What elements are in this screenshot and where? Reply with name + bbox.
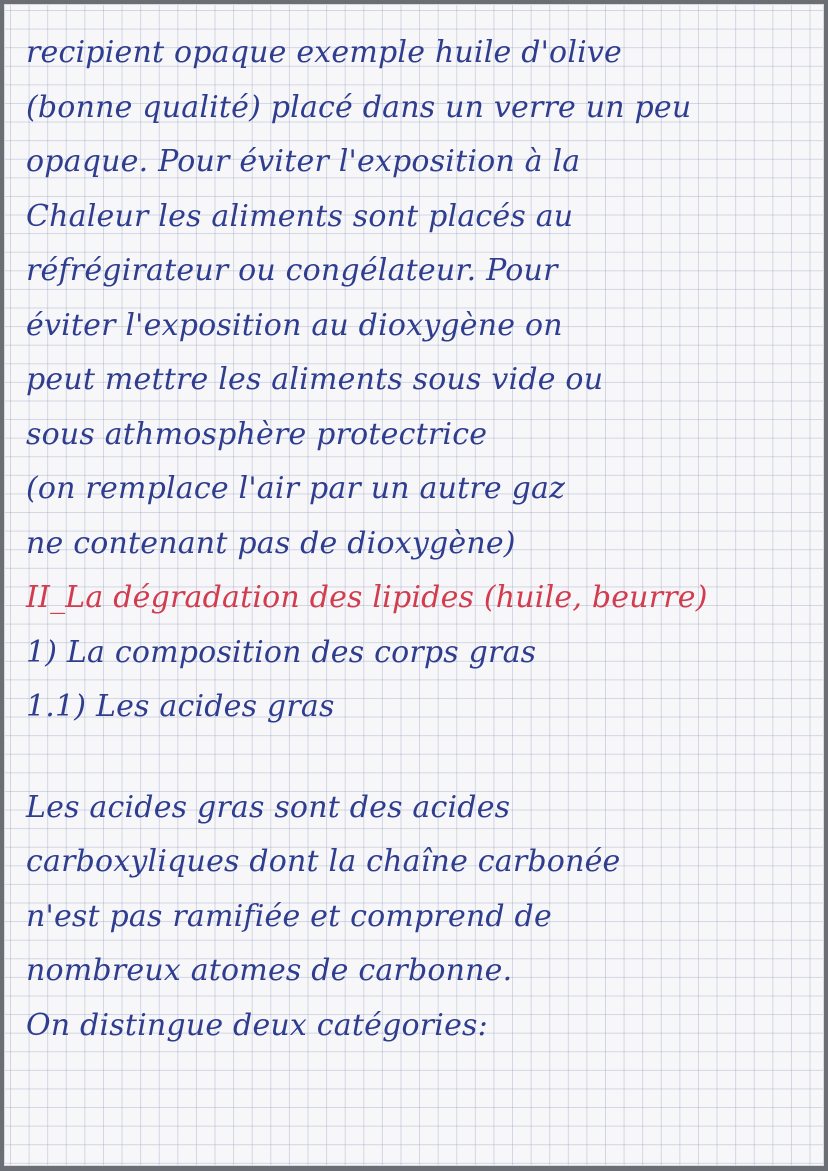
note-line: sous athmosphère protectrice	[26, 416, 488, 452]
note-line: ne contenant pas de dioxygène)	[26, 525, 516, 561]
note-line: Chaleur les aliments sont placés au	[26, 198, 574, 234]
note-line: recipient opaque exemple huile d'olive	[26, 35, 623, 70]
note-line: (bonne qualité) placé dans un verre un peu	[26, 89, 692, 125]
subheading: 1.1) Les acides gras	[26, 689, 335, 724]
paragraph-line: On distingue deux catégories:	[26, 1007, 488, 1043]
section-title: II_La dégradation des lipides (huile, beurre)	[26, 580, 708, 615]
subheading: 1) La composition des corps gras	[26, 634, 537, 670]
note-line: peut mettre les aliments sous vide ou	[26, 362, 604, 397]
notebook-page	[4, 4, 824, 1166]
paragraph-line: Les acides gras sont des acides	[26, 789, 511, 825]
note-line: réfrégirateur ou congélateur. Pour	[26, 253, 558, 288]
paragraph-line: carboxyliques dont la chaîne carbonée	[26, 844, 621, 879]
note-line: opaque. Pour éviter l'exposition à la	[26, 144, 581, 179]
note-line: (on remplace l'air par un autre gaz	[26, 471, 566, 506]
paragraph-line: nombreux atomes de carbonne.	[26, 953, 513, 988]
blank-gap	[26, 735, 816, 781]
handwritten-notes	[26, 26, 816, 1053]
note-line: éviter l'exposition au dioxygène on	[26, 307, 563, 343]
paragraph-line: n'est pas ramifiée et comprend de	[26, 898, 552, 934]
